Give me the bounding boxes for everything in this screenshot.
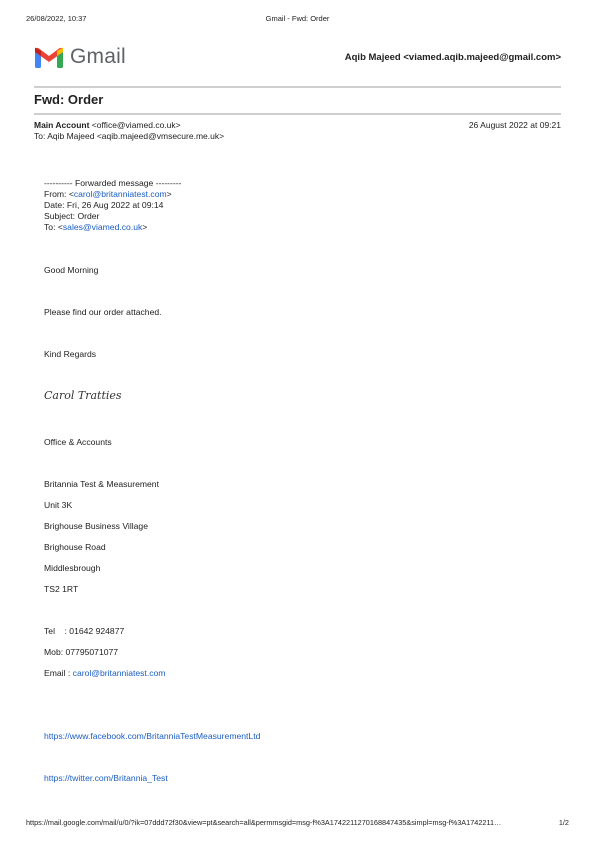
forward-to-link[interactable]: sales@viamed.co.uk (62, 222, 143, 232)
address-line: TS2 1RT (44, 584, 79, 594)
address-line: Unit 3K (44, 500, 73, 510)
forward-from-link[interactable]: carol@britanniatest.com (73, 189, 167, 199)
gmail-wordmark: Gmail (70, 45, 126, 68)
print-datetime: 26/08/2022, 10:37 (26, 14, 87, 23)
email-subject: Fwd: Order (34, 92, 104, 107)
sender-email: <office@viamed.co.uk> (91, 120, 181, 130)
facebook-link[interactable]: https://www.facebook.com/BritanniaTestMeasurementLtd (44, 731, 261, 741)
email-label: Email : (44, 668, 73, 678)
address-line: Middlesbrough (44, 563, 101, 573)
subject-divider (34, 113, 561, 115)
forward-from-label: From: < (44, 189, 74, 199)
telephone: Tel : 01642 924877 (44, 626, 125, 636)
forward-from (44, 189, 172, 199)
body-line: Please find our order attached. (44, 307, 162, 317)
print-footer-url: https://mail.google.com/mail/u/0/?ik=07ddd72f30&view=pt&search=all&permmsgid=msg-f%3A1742211270168847435&simpl=msg-f%3A1742211… (26, 818, 502, 827)
gmail-m-icon (34, 46, 64, 69)
print-title: Gmail - Fwd: Order (265, 14, 330, 23)
forward-to-close: > (142, 222, 148, 232)
email-line (44, 668, 165, 678)
account-email: Aqib Majeed <viamed.aqib.majeed@gmail.com> (344, 52, 561, 63)
header-divider (34, 86, 561, 88)
address-line: Brighouse Business Village (44, 521, 148, 531)
forward-subject: Subject: Order (44, 211, 100, 221)
greeting: Good Morning (44, 265, 99, 275)
signature-role: Office & Accounts (44, 437, 112, 447)
mobile: Mob: 07795071077 (44, 647, 119, 657)
email-link[interactable]: carol@britanniatest.com (72, 668, 166, 678)
gmail-logo (34, 45, 126, 69)
forward-divider: ---------- Forwarded message --------- (44, 178, 182, 188)
message-recipient: To: Aqib Majeed <aqib.majeed@vmsecure.me.uk> (34, 131, 225, 141)
address-line: Brighouse Road (44, 542, 106, 552)
message-date: 26 August 2022 at 09:21 (468, 120, 561, 130)
forward-from-close: > (166, 189, 172, 199)
company-name: Britannia Test & Measurement (44, 479, 159, 489)
twitter-link[interactable]: https://twitter.com/Britannia_Test (44, 773, 168, 783)
closing: Kind Regards (44, 349, 97, 359)
signature: Carol Tratties (44, 389, 122, 402)
message-sender (34, 120, 181, 130)
forward-date: Date: Fri, 26 Aug 2022 at 09:14 (44, 200, 164, 210)
forward-to (44, 222, 147, 232)
forward-to-label: To: < (44, 222, 63, 232)
sender-name: Main Account (34, 120, 90, 130)
print-page-number: 1/2 (558, 818, 569, 827)
